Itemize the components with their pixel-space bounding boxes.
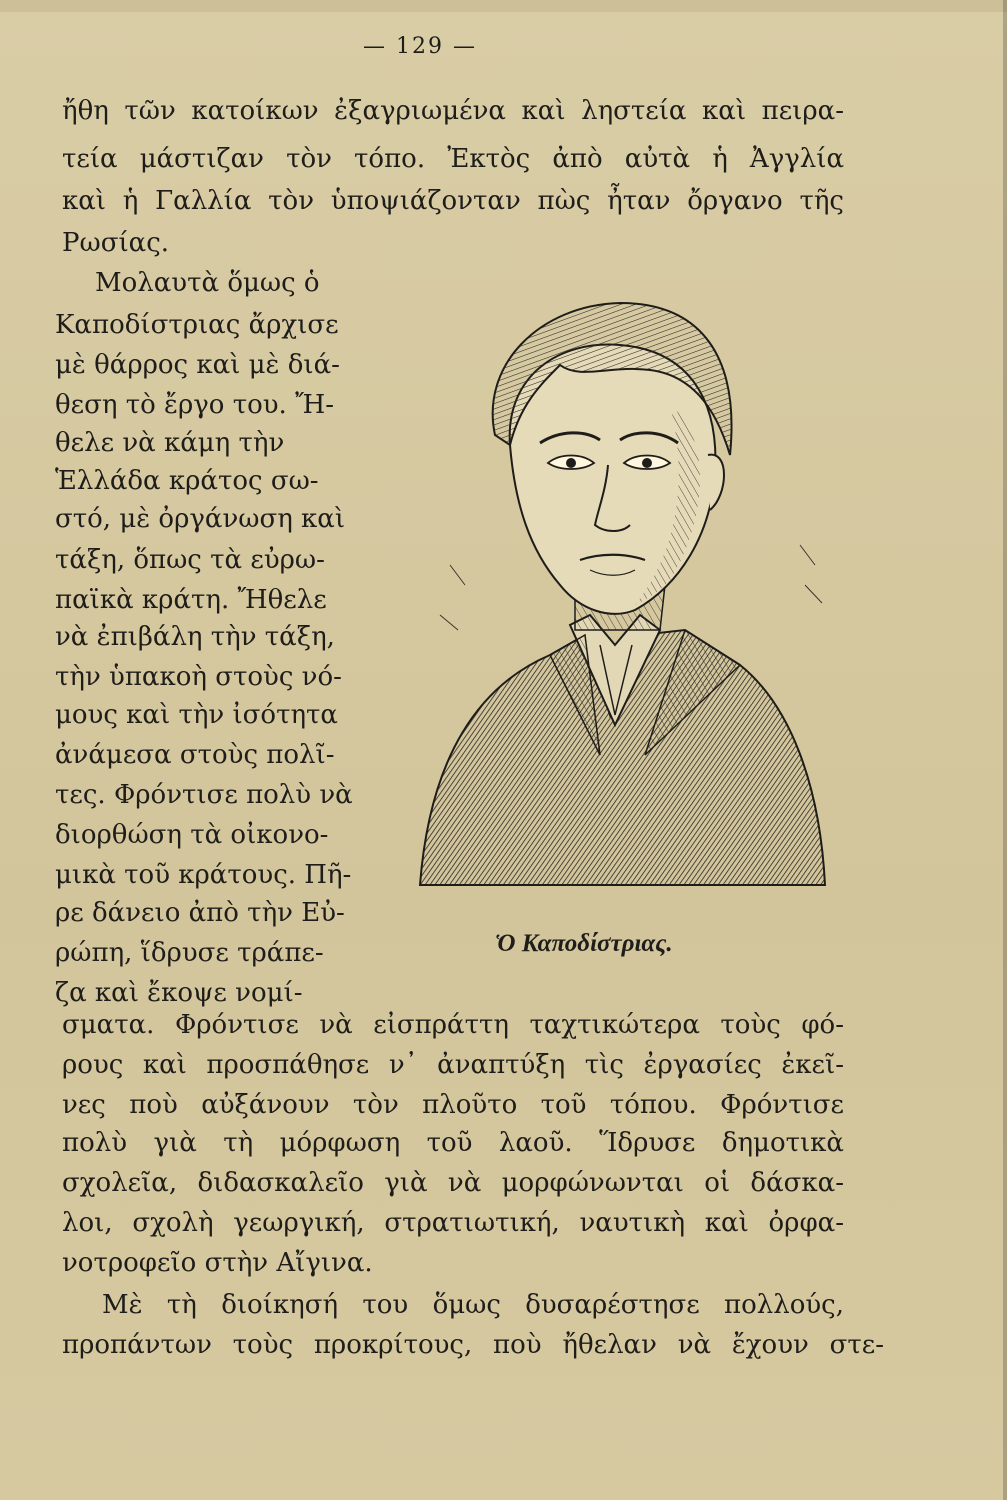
text-line: παϊκὰ κράτη. Ἤθελε <box>55 585 327 615</box>
text-line: διορθώση τὰ οἰκονο- <box>55 820 329 850</box>
text-line: Ρωσίας. <box>62 228 170 258</box>
text-line: προπάντων τοὺς προκρίτους, ποὺ ἤθελαν νὰ ἔχουν στε- <box>62 1330 884 1360</box>
text-line: θελε νὰ κάμη τὴν <box>55 428 285 458</box>
text-line: τεία μάστιζαν τὸν τόπο. Ἐκτὸς ἀπὸ αὐτὰ ἡ Ἀγγλία <box>62 144 844 174</box>
text-line: Ἑλλάδα κράτος σω- <box>55 466 319 496</box>
text-line: ρώπη, ἵδρυσε τράπε- <box>55 938 324 968</box>
text-line: τάξη, ὅπως τὰ εὐρω- <box>55 545 325 575</box>
text-line: ἤθη τῶν κατοίκων ἐξαγριωμένα καὶ ληστεία καὶ πειρα- <box>62 96 844 126</box>
text-line: μικὰ τοῦ κράτους. Πῆ- <box>55 860 352 890</box>
portrait-caption: Ὁ Καποδίστριας. <box>495 930 673 957</box>
text-line: ρε δάνειο ἀπὸ τὴν Εὐ- <box>55 898 345 928</box>
text-line: ἀνάμεσα στοὺς πολῖ- <box>55 740 335 770</box>
text-line: νὰ ἐπιβάλη τὴν τάξη, <box>55 622 335 652</box>
text-line: μὲ θάρρος καὶ μὲ διά- <box>55 350 340 380</box>
text-line: σματα. Φρόντισε νὰ εἰσπράττη ταχτικώτερα τοὺς φό- <box>62 1010 844 1040</box>
text-line: μους καὶ τὴν ἰσότητα <box>55 700 338 730</box>
text-line: νοτροφεῖο στὴν Αἴγινα. <box>62 1248 373 1278</box>
text-line: καὶ ἡ Γαλλία τὸν ὑποψιάζονταν πὼς ἦταν ὄργανο τῆς <box>62 186 844 216</box>
text-line: σχολεῖα, διδασκαλεῖο γιὰ νὰ μορφώνωνται οἱ δάσκα- <box>62 1168 844 1198</box>
page-number: — 129 — <box>363 34 477 59</box>
text-line: τὴν ὑπακοὴ στοὺς νό- <box>55 662 342 692</box>
text-line: ζα καὶ ἔκοψε νομί- <box>55 978 303 1008</box>
text-line: στό, μὲ ὀργάνωση καὶ <box>55 504 346 534</box>
text-line: νες ποὺ αὐξάνουν τὸν πλοῦτο τοῦ τόπου. Φρόντισε <box>62 1090 844 1120</box>
text-line: θεση τὸ ἔργο του. Ἤ- <box>55 390 335 420</box>
text-line: Καποδίστριας ἄρχισε <box>55 310 339 340</box>
text-line: ρους καὶ προσπάθησε ν᾿ ἀναπτύξη τὶς ἐργασίες ἐκεῖ- <box>62 1050 844 1080</box>
page-top-edge <box>0 0 1007 12</box>
text-line: λοι, σχολὴ γεωργική, στρατιωτική, ναυτικὴ καὶ ὀρφα- <box>62 1208 844 1238</box>
portrait-image <box>410 285 835 920</box>
text-line: Μολαυτὰ ὅμως ὁ <box>95 268 320 298</box>
text-line: τες. Φρόντισε πολὺ νὰ <box>55 780 353 810</box>
text-line: Μὲ τὴ διοίκησή του ὅμως δυσαρέστησε πολλούς, <box>102 1290 844 1320</box>
page-right-edge <box>1003 0 1007 1500</box>
text-line: πολὺ γιὰ τὴ μόρφωση τοῦ λαοῦ. Ἵδρυσε δημοτικὰ <box>62 1128 844 1158</box>
